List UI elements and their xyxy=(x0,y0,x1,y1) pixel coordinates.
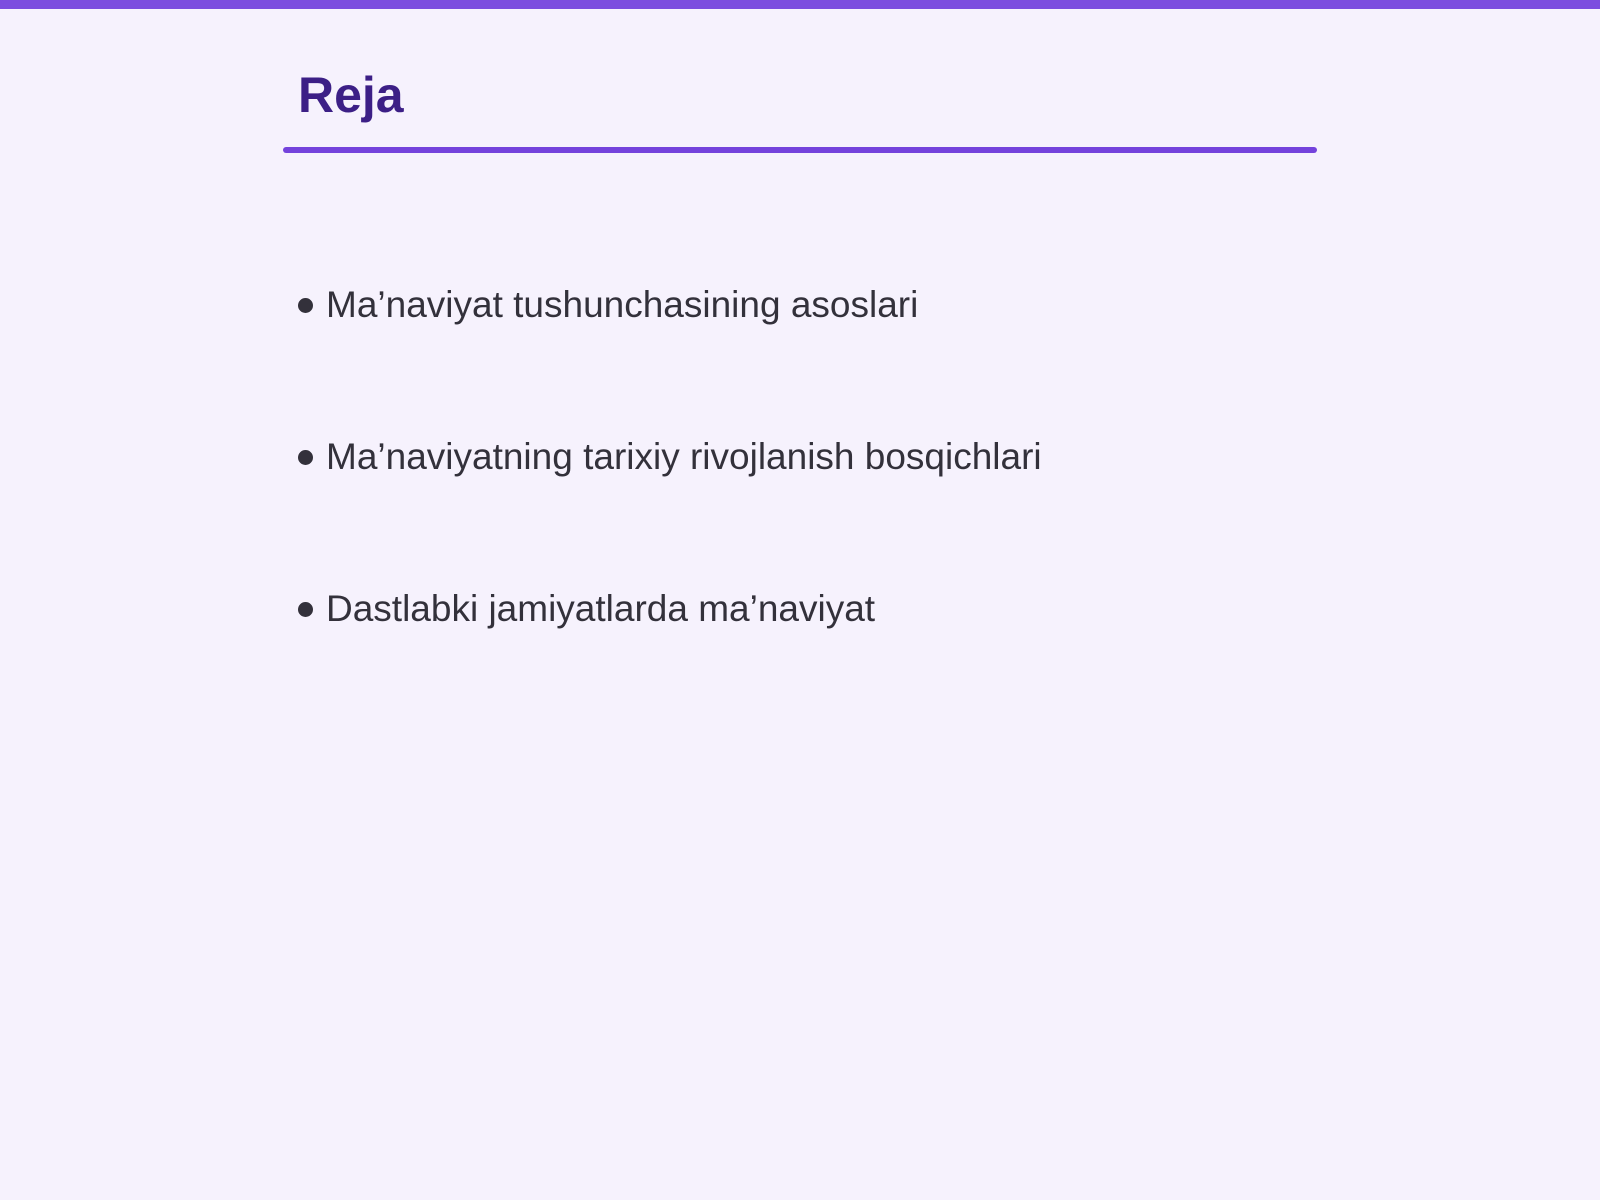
list-item xyxy=(298,581,1042,733)
top-accent-bar xyxy=(0,0,1600,9)
bullet-icon xyxy=(298,450,313,465)
list-item-text: Dastlabki jamiyatlarda ma’naviyat xyxy=(326,588,876,629)
slide-title: Reja xyxy=(298,67,404,123)
list-item xyxy=(298,429,1042,581)
list-item xyxy=(298,277,1042,429)
list-item-text: Ma’naviyatning tarixiy rivojlanish bosqichlari xyxy=(326,436,1042,477)
bullet-list xyxy=(298,277,1042,733)
title-underline xyxy=(283,147,1317,153)
list-item-text: Ma’naviyat tushunchasining asoslari xyxy=(326,284,919,325)
bullet-icon xyxy=(298,602,313,617)
bullet-icon xyxy=(298,298,313,313)
